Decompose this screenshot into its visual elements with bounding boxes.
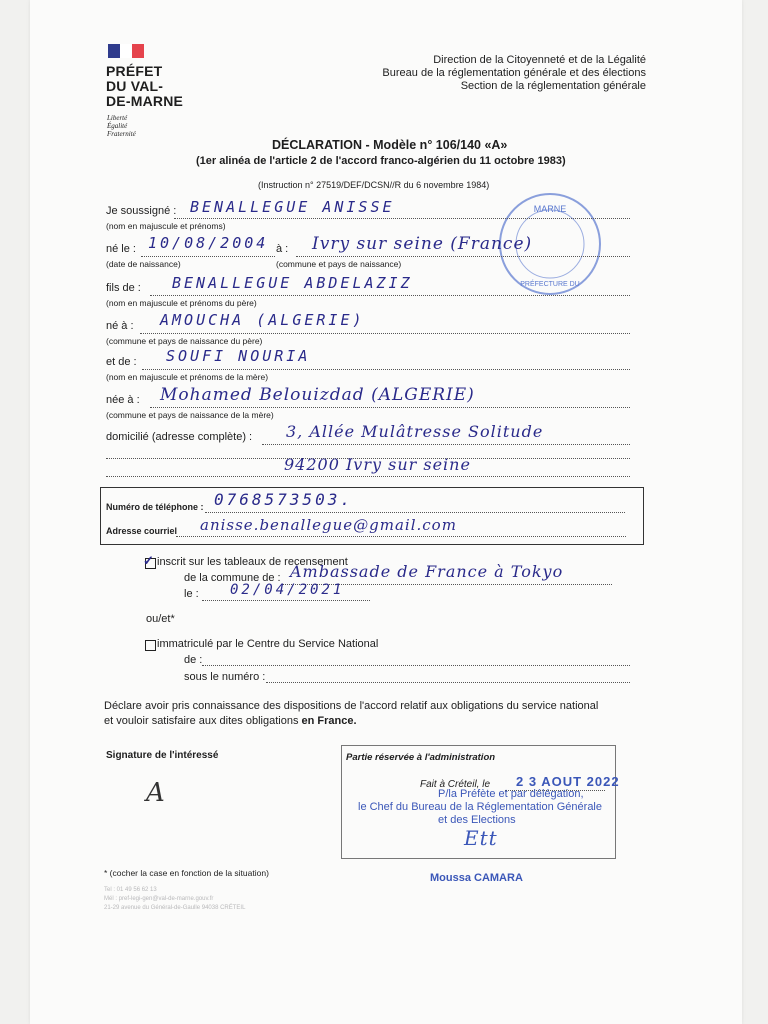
ou-et-label: ou/et* xyxy=(146,613,175,625)
logo-line-1: PRÉFET xyxy=(106,63,163,79)
et-de-hint: (nom en majuscule et prénoms de la mère) xyxy=(106,372,269,382)
courriel-label: Adresse courriel xyxy=(106,526,178,536)
instruction-ref: (Instruction n° 27519/DEF/DCSN//R du 6 novembre 1984) xyxy=(258,180,490,190)
declaration-line-1: Déclare avoir pris connaissance des dispositions de l'accord relatif aux obligations du service national xyxy=(104,700,599,712)
fils-de-hint: (nom en majuscule et prénoms du père) xyxy=(106,298,257,308)
ne-le-hint: (date de naissance) xyxy=(106,259,181,269)
soussigne-line xyxy=(174,218,630,219)
ne-le-label: né le : xyxy=(106,243,136,255)
centre-de-line xyxy=(202,665,630,666)
stamp-line-2: le Chef du Bureau de la Réglementation Générale xyxy=(358,801,602,813)
lieu-hint: (commune et pays de naissance) xyxy=(276,259,402,269)
nee-a-hint: (commune et pays de naissance de la mère) xyxy=(106,410,274,420)
et-de-line xyxy=(142,369,630,370)
soussigne-hint: (nom en majuscule et prénoms) xyxy=(106,221,226,231)
numero-label: sous le numéro : xyxy=(184,671,266,683)
contact-address: 21-29 avenue du Général-de-Gaulle 94038 CRÉTEIL xyxy=(104,905,246,911)
applicant-signature: A xyxy=(146,778,166,808)
ne-a-pere-label: né à : xyxy=(106,320,134,332)
admin-title: Partie réservée à l'administration xyxy=(346,752,496,763)
motto-egalite: Égalité xyxy=(107,122,128,130)
service-national-checkbox[interactable] xyxy=(145,640,156,651)
fils-de-label: fils de : xyxy=(106,282,141,294)
header-direction: Direction de la Citoyenneté et de la Légalité xyxy=(433,54,646,66)
telephone-line xyxy=(205,512,625,513)
centre-de-label: de : xyxy=(184,654,203,666)
motto-fraternite: Fraternité xyxy=(107,130,136,138)
fils-de-line xyxy=(150,295,630,296)
declaration-line-2-text: et vouloir satisfaire aux dites obligations xyxy=(104,715,302,727)
fils-de-value[interactable]: BENALLEGUE ABDELAZIZ xyxy=(172,274,413,292)
commune-value[interactable]: Ambassade de France à Tokyo xyxy=(290,562,564,581)
recensement-label: inscrit sur les tableaux de recensement xyxy=(157,556,348,568)
recensement-date-line xyxy=(202,600,370,601)
header-bureau: Bureau de la réglementation générale et des élections xyxy=(382,67,646,79)
lieu-value[interactable]: Ivry sur seine (France) xyxy=(312,234,533,254)
seal-bottom-text: PRÉFECTURE DU xyxy=(520,281,580,288)
admin-date-stamp: 2 3 AOUT 2022 xyxy=(516,774,620,789)
recensement-date-label: le : xyxy=(184,588,199,600)
declaration-line-2 xyxy=(104,715,357,727)
officer-signature: Ett xyxy=(464,826,498,850)
ne-a-pere-hint: (commune et pays de naissance du père) xyxy=(106,336,263,346)
republic-flag-icon xyxy=(108,44,144,58)
domicile-label: domicilié (adresse complète) : xyxy=(106,431,253,443)
domicile-line-3 xyxy=(106,476,630,477)
declaration-en-france: en France. xyxy=(301,715,357,727)
domicile-line-1 xyxy=(262,444,630,445)
footnote: * (cocher la case en fonction de la situation) xyxy=(104,868,269,878)
domicile-value-2[interactable]: 94200 Ivry sur seine xyxy=(284,455,471,474)
fait-label: Fait à Créteil, le xyxy=(420,779,491,790)
numero-line xyxy=(266,682,630,683)
form-title: DÉCLARATION - Modèle n° 106/140 «A» xyxy=(272,138,508,152)
et-de-value[interactable]: SOUFI NOURIA xyxy=(166,347,311,365)
officer-name: Moussa CAMARA xyxy=(430,872,523,884)
et-de-label: et de : xyxy=(106,356,137,368)
checkbox-check-icon: ✓ xyxy=(143,553,154,568)
seal-top-text: MARNE xyxy=(533,204,567,214)
stamp-line-3: et des Elections xyxy=(438,814,516,826)
contact-tel: Tel : 01 49 56 62 13 xyxy=(104,887,157,893)
motto-liberte: Liberté xyxy=(107,114,128,122)
service-national-label: immatriculé par le Centre du Service National xyxy=(157,638,379,650)
commune-label: de la commune de : xyxy=(184,572,281,584)
signature-label: Signature de l'intéressé xyxy=(106,750,219,761)
stamp-line-1: P/la Préfète et par délégation, xyxy=(438,788,584,800)
telephone-label: Numéro de téléphone : xyxy=(106,502,204,512)
recensement-date-value[interactable]: 02/04/2021 xyxy=(230,582,345,598)
telephone-value[interactable]: 0768573503. xyxy=(214,490,353,509)
soussigne-value[interactable]: BENALLEGUE ANISSE xyxy=(190,198,395,216)
header-section: Section de la réglementation générale xyxy=(460,80,646,92)
courriel-value[interactable]: anisse.benallegue@gmail.com xyxy=(200,516,457,534)
nee-a-value[interactable]: Mohamed Belouizdad (ALGERIE) xyxy=(160,385,475,405)
lieu-line xyxy=(296,256,630,257)
lieu-label: à : xyxy=(276,243,289,255)
ne-le-value[interactable]: 10/08/2004 xyxy=(148,234,269,252)
domicile-value-1[interactable]: 3, Allée Mulâtresse Solitude xyxy=(286,422,544,441)
nee-a-label: née à : xyxy=(106,394,140,406)
soussigne-label: Je soussigné : xyxy=(106,205,177,217)
form-subtitle: (1er alinéa de l'article 2 de l'accord franco-algérien du 11 octobre 1983) xyxy=(196,155,566,167)
ne-a-pere-line xyxy=(140,333,630,334)
logo-line-2: DU VAL- xyxy=(106,78,164,94)
courriel-line xyxy=(176,536,626,537)
logo-line-3: DE-MARNE xyxy=(106,93,184,109)
nee-a-line xyxy=(150,407,630,408)
contact-email: Mél : pref-legi-gen@val-de-marne.gouv.fr xyxy=(104,896,214,902)
ne-a-pere-value[interactable]: AMOUCHA (ALGERIE) xyxy=(160,311,365,329)
ne-le-line xyxy=(141,256,275,257)
